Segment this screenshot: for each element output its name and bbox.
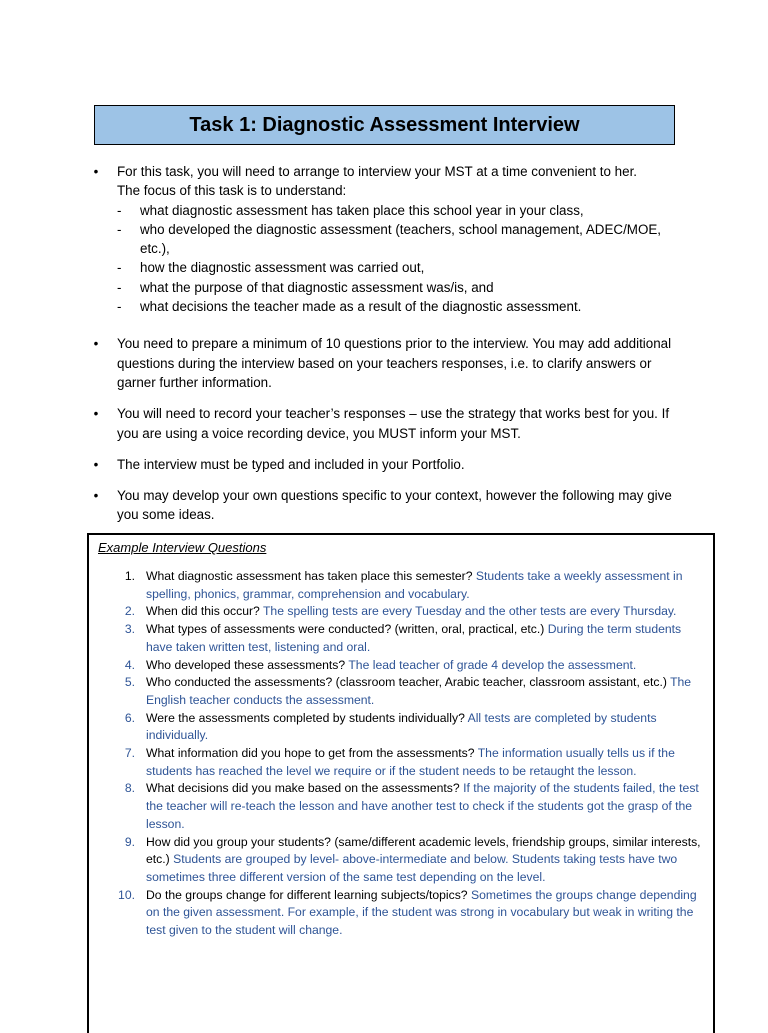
answer-text: Students take a weekly assessment in spelling, phonics, grammar, comprehension and vocabulary. — [146, 569, 683, 601]
focus-sub-list — [117, 201, 689, 317]
focus-item: - who developed the diagnostic assessment (teachers, school management, ADEC/MOE, etc.), — [117, 221, 662, 257]
instruction-item — [89, 334, 689, 392]
focus-item: - what diagnostic assessment has taken place this school year in your class, — [117, 202, 584, 218]
question-text: What diagnostic assessment has taken place this semester? — [146, 569, 476, 583]
question-text: What types of assessments were conducted? (written, oral, practical, etc.) — [146, 622, 548, 637]
instructions-list — [89, 162, 689, 537]
answer-text: If the majority of the students failed, the test the teacher will re-teach the lesson and have another test to check if the students got the grasp of the lesson. — [146, 781, 699, 831]
question-item — [111, 674, 701, 709]
focus-item: - what the purpose of that diagnostic assessment was/is, and — [117, 279, 494, 295]
question-text: Do the groups change for different learning subjects/topics? — [146, 887, 471, 902]
instruction-text: You will need to record your teacher’s responses – use the strategy that works best for you. If you are using a voice recording device, you MUST inform your MST. — [117, 406, 670, 441]
answer-text: Students are grouped by level- above-intermediate and below. Students taking tests have two sometimes three different version of the same test depending on the level. — [146, 852, 678, 884]
question-number: 4. — [124, 657, 135, 672]
question-number: 3. — [124, 622, 135, 637]
instruction-text: You need to prepare a minimum of 10 questions prior to the interview. You may add additional questions during the interview based on your teachers responses, i.e. to clarify answers or garner further information. — [117, 336, 672, 390]
question-item — [111, 745, 701, 780]
instruction-text: For this task, you will need to arrange to interview your MST at a time convenient to her. The focus of this task is to understand: - what diagnostic assessment has taken place this school year in your class, - who developed the diagnostic assessment (teachers, school management, ADEC/MOE, etc.), - how the diagnostic assessment was carried out, - what the purpose of that diagnostic assessment was/is, and - what decisions the teacher made as a result of the diagnostic assessment. — [117, 162, 689, 316]
question-text: How did you group your students? (same/different academic levels, friendship groups, similar interests, etc.) — [146, 834, 701, 867]
question-number: 7. — [124, 746, 135, 761]
question-text: Who developed these assessments? — [146, 657, 349, 672]
focus-item: - how the diagnostic assessment was carried out, — [117, 260, 425, 276]
answer-text: The English teacher conducts the assessment. — [146, 675, 692, 707]
question-number: 6. — [124, 710, 135, 725]
question-number: 1. — [124, 569, 135, 583]
instruction-item — [89, 404, 689, 443]
question-item — [111, 710, 701, 745]
question-text: What information did you hope to get from the assessments? — [146, 746, 478, 761]
bullet-icon: • — [93, 488, 99, 504]
question-item — [111, 568, 701, 603]
bullet-icon: • — [93, 164, 99, 179]
instruction-text: The interview must be typed and included in your Portfolio. — [117, 456, 465, 472]
page-title: Task 1: Diagnostic Assessment Interview — [189, 113, 580, 136]
question-list — [111, 568, 701, 940]
question-number: 2. — [124, 604, 135, 619]
question-item — [111, 834, 701, 887]
question-item — [111, 621, 701, 656]
title-banner — [94, 105, 675, 145]
answer-text: The lead teacher of grade 4 develop the assessment. — [348, 657, 637, 672]
question-item — [111, 780, 701, 833]
example-heading: Example Interview Questions — [98, 540, 267, 555]
question-number: 10. — [118, 887, 135, 902]
bullet-icon: • — [93, 336, 99, 352]
question-item — [111, 657, 701, 675]
question-number: 5. — [124, 675, 135, 690]
instruction-item — [89, 486, 689, 525]
question-number: 9. — [124, 834, 135, 849]
instruction-item — [89, 162, 689, 316]
instruction-item — [89, 455, 689, 474]
question-item — [111, 603, 701, 621]
answer-text: During the term students have taken written test, listening and oral. — [146, 622, 682, 654]
question-text: When did this occur? — [146, 604, 263, 619]
instruction-text: You may develop your own questions specific to your context, however the following may give you some ideas. — [117, 488, 672, 523]
question-text: Were the assessments completed by students individually? — [146, 710, 468, 725]
question-text: What decisions did you make based on the assessments? — [146, 781, 464, 796]
answer-text: The information usually tells us if the students has reached the level we require or if the student needs to be retaught the lesson. — [146, 746, 675, 778]
bullet-icon: • — [93, 406, 99, 422]
example-questions-box — [87, 533, 715, 1033]
focus-item: - what decisions the teacher made as a result of the diagnostic assessment. — [117, 299, 582, 315]
question-number: 8. — [124, 781, 135, 796]
bullet-icon: • — [93, 456, 99, 472]
answer-text: Sometimes the groups change depending on the given assessment. For example, if the student was strong in vocabulary but weak in writing the test given to the student will change. — [146, 887, 697, 938]
question-text: Who conducted the assessments? (classroom teacher, Arabic teacher, classroom assistant, etc.) — [146, 675, 671, 690]
question-item — [111, 887, 701, 940]
answer-text: All tests are completed by students individually. — [146, 710, 657, 743]
answer-text: The spelling tests are every Tuesday and the other tests are every Thursday. — [262, 604, 677, 619]
